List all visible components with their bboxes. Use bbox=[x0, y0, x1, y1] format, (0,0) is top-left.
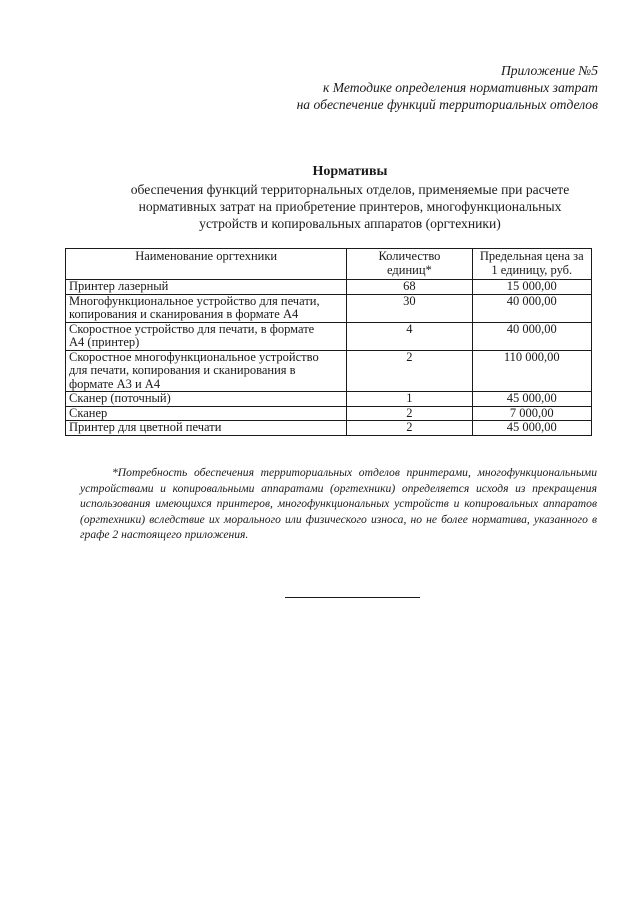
header-price-line-2: 1 единицу, руб. bbox=[491, 262, 573, 277]
cell-name bbox=[66, 421, 347, 436]
header-name-text: Наименование оргтехники bbox=[135, 249, 278, 263]
cell-name bbox=[66, 350, 347, 392]
cell-price: 45 000,00 bbox=[472, 421, 591, 436]
table-row bbox=[66, 280, 592, 295]
cell-price: 45 000,00 bbox=[472, 392, 591, 407]
closing-divider-line bbox=[285, 597, 420, 598]
table-header-row bbox=[66, 249, 592, 280]
document-title-block bbox=[0, 163, 640, 232]
header-quantity bbox=[347, 249, 472, 280]
cell-name-text: Сканер (поточный) bbox=[69, 391, 171, 405]
cell-quantity: 1 bbox=[347, 392, 472, 407]
cell-name-text: формате А3 и А4 bbox=[69, 376, 161, 391]
cell-name-text: для печати, копирования и сканирования в bbox=[69, 363, 296, 377]
header-quantity-line-1: Количество bbox=[378, 249, 441, 263]
appendix-header bbox=[297, 62, 598, 113]
cell-quantity: 4 bbox=[347, 322, 472, 350]
cell-price: 15 000,00 bbox=[472, 280, 591, 295]
table-row bbox=[66, 322, 592, 350]
norms-table bbox=[65, 248, 592, 436]
header-price bbox=[472, 249, 591, 280]
footnote: *Потребность обеспечения территориальных отделов принтерами, многофункциональными устройствами и копировальными аппаратами (оргтехники) определяется исходя из прекращения использования имеющихся принтеров, многофункциональных устройств и копировальных аппаратов (оргтехники) вследствие их морального или физического износа, но не более норматива, указанного в графе 2 настоящего приложения. bbox=[80, 466, 597, 542]
cell-price: 40 000,00 bbox=[472, 322, 591, 350]
cell-name-text: Принтер для цветной печати bbox=[69, 420, 222, 434]
appendix-purpose: на обеспечение функций территориальных отделов bbox=[296, 97, 598, 112]
cell-name-text: Принтер лазерный bbox=[69, 279, 169, 293]
cell-name-text: копирования и сканирования в формате А4 bbox=[69, 307, 299, 321]
cell-price: 7 000,00 bbox=[472, 406, 591, 421]
header-quantity-line-2: единиц* bbox=[387, 262, 432, 277]
cell-name bbox=[66, 406, 347, 421]
cell-name-text: Скоростное устройство для печати, в формате bbox=[69, 321, 315, 336]
cell-quantity: 30 bbox=[347, 294, 472, 322]
cell-quantity: 68 bbox=[347, 280, 472, 295]
document-subtitle-line-2: нормативных затрат на приобретение принтеров, многофункциональных bbox=[138, 199, 562, 214]
table-row bbox=[66, 350, 592, 392]
cell-name bbox=[66, 322, 347, 350]
table-row bbox=[66, 392, 592, 407]
cell-name bbox=[66, 392, 347, 407]
cell-price: 40 000,00 bbox=[472, 294, 591, 322]
cell-quantity: 2 bbox=[347, 350, 472, 392]
cell-quantity: 2 bbox=[347, 406, 472, 421]
table-row bbox=[66, 421, 592, 436]
cell-name-text: Сканер bbox=[69, 405, 108, 420]
table-row bbox=[66, 294, 592, 322]
document-subtitle-line-1: обеспечения функций территорнальных отделов, применяемые при расчете bbox=[130, 182, 570, 197]
header-price-line-1: Предельная цена за bbox=[479, 249, 584, 263]
cell-name bbox=[66, 280, 347, 295]
cell-name bbox=[66, 294, 347, 322]
document-title: Нормативы bbox=[312, 164, 388, 179]
cell-price: 110 000,00 bbox=[472, 350, 591, 392]
cell-quantity: 2 bbox=[347, 421, 472, 436]
appendix-number: Приложение №5 bbox=[500, 63, 598, 78]
document-subtitle-line-3: устройств и копировальных аппаратов (оргтехники) bbox=[199, 216, 501, 231]
cell-name-text: Скоростное многофункциональное устройство bbox=[69, 349, 319, 364]
table-row bbox=[66, 406, 592, 421]
header-name bbox=[66, 249, 347, 280]
cell-name-text: А4 (принтер) bbox=[69, 335, 140, 349]
appendix-methodology: к Методике определения нормативных затрат bbox=[322, 80, 598, 95]
cell-name-text: Многофункциональное устройство для печати, bbox=[69, 293, 320, 308]
